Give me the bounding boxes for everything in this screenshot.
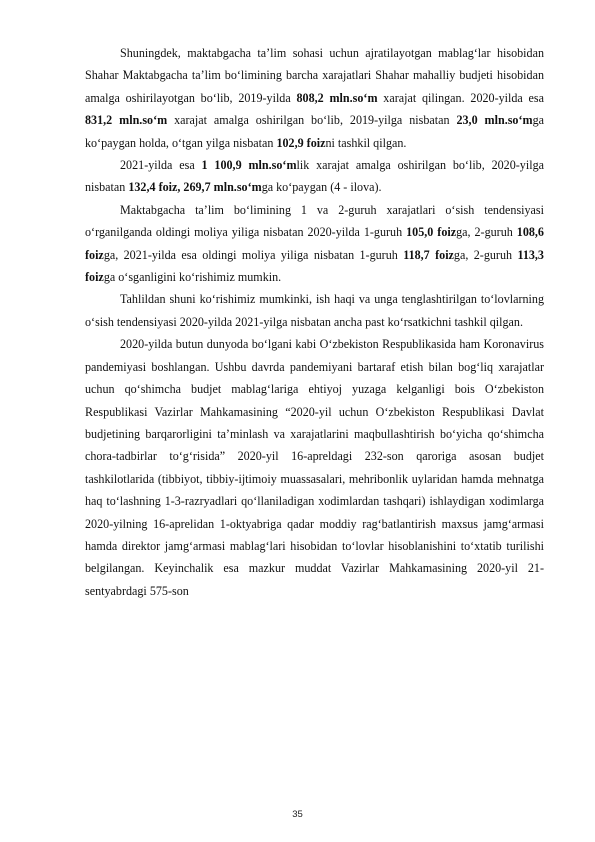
bold-figure: 1 100,9 mln.so‘m [201,158,297,173]
bold-figure: 102,9 foiz [276,135,326,150]
paragraph-2 [85,154,544,199]
text-run: Maktabgacha ta’lim bo‘limining 1 va 2-guruh xarajatlari o‘sish tendensiyasi o‘rganilganda oldingi moliya yiliga nisbatan 2020-yilda 1-guruh [85,202,544,240]
paragraph-4 [85,288,544,333]
text-run: lik xarajat amalga oshirilgan bo‘lib, 2020-yilga nisbatan [85,158,544,195]
document-body [85,42,544,602]
text-run: ga, 2-guruh [456,225,517,240]
text-run: ga ko‘paygan holda, o‘tgan yilga nisbatan [85,113,545,150]
text-run: xarajat qilingan. 2020-yilda esa [377,90,544,105]
bold-figure: 808,2 mln.so‘m [296,90,378,105]
text-run: Tahlildan shuni ko‘rishimiz mumkinki, ish haqi va unga tenglashtirilgan to‘lovlarning o‘sish tendensiyasi 2020-yilda 2021-yilga nisbatan ancha past ko‘rsatkichni tashkil qilgan. [85,292,544,329]
text-run: ga ko‘paygan (4 - ilova). [261,180,382,195]
paragraph-1 [85,42,544,154]
paragraph-3 [85,199,544,289]
text-run: 2020-yilda butun dunyoda bo‘lgani kabi O‘zbekiston Respublikasida ham Koronavirus pandemiyasi boshlangan. Ushbu davrda pandemiyani bartaraf etish bilan bog‘liq xarajatlar uchun qo‘shimcha budjet mablag‘lariga ehtiyoj yuzaga kelganligi bois O‘zbekiston Respublikasi Vazirlar Mahkamasining “2020-yil uchun O‘zbekiston Respublikasi Davlat budjetining barqarorligini ta’minlash va xarajatlarini maqbullashtirish bo‘yicha qo‘shimcha chora-tadbirlar to‘g‘risida” 2020-yil 16-apreldagi 232-son qaroriga asosan budjet tashkilotlarida (tibbiyot, tibbiy-ijtimoiy muassasalari, mehribonlik uylaridan hamda mehnatga haq to‘lashning 1-3-razryadlari qo‘llaniladigan xodimlardan tashqari) ishlaydigan xodimlarga 2020-yilning 16-aprelidan 1-oktyabriga qadar moddiy rag‘batlantirish maxsus jamg‘armasi hamda direktor jamg‘armasi mablag‘lari hisobidan to‘lovlar hisoblanishini to‘xtatib turilishi belgilangan. Keyinchalik esa mazkur muddat Vazirlar Mahkamasining 2020-yil 21-sentyabrdagi 575-son [85,337,544,598]
text-run: Shuningdek, maktabgacha ta’lim sohasi uchun ajratilayotgan mablag‘lar hisobidan Shahar Maktabgacha ta’lim bo‘limining barcha xarajatlari Shahar mahalliy budjeti hisobidan amalga oshirilayotgan bo‘lib, 2019-yilda [85,46,544,105]
bold-figure: 118,7 foiz [403,247,454,262]
text-run: 2021-yilda esa [120,158,202,173]
bold-figure: 132,4 foiz, 269,7 mln.so‘m [128,180,262,195]
text-run: ga o‘sganligini ko‘rishimiz mumkin. [103,270,282,285]
text-run: ga, 2-guruh [453,247,518,262]
text-run: ga, 2021-yilda esa oldingi moliya yiliga nisbatan 1-guruh [103,247,404,262]
bold-figure: 23,0 mln.so‘m [456,113,533,128]
paragraph-5 [85,333,544,602]
bold-figure: 113,3 foiz [85,247,544,285]
bold-figure: 831,2 mln.so‘m [85,113,168,128]
bold-figure: 105,0 foiz [406,225,457,240]
text-run: ni tashkil qilgan. [325,135,407,150]
text-run: xarajat amalga oshirilgan bo‘lib, 2019-yilga nisbatan [167,113,457,128]
page-number: 35 [292,809,303,820]
bold-figure: 108,6 foiz [85,225,544,262]
